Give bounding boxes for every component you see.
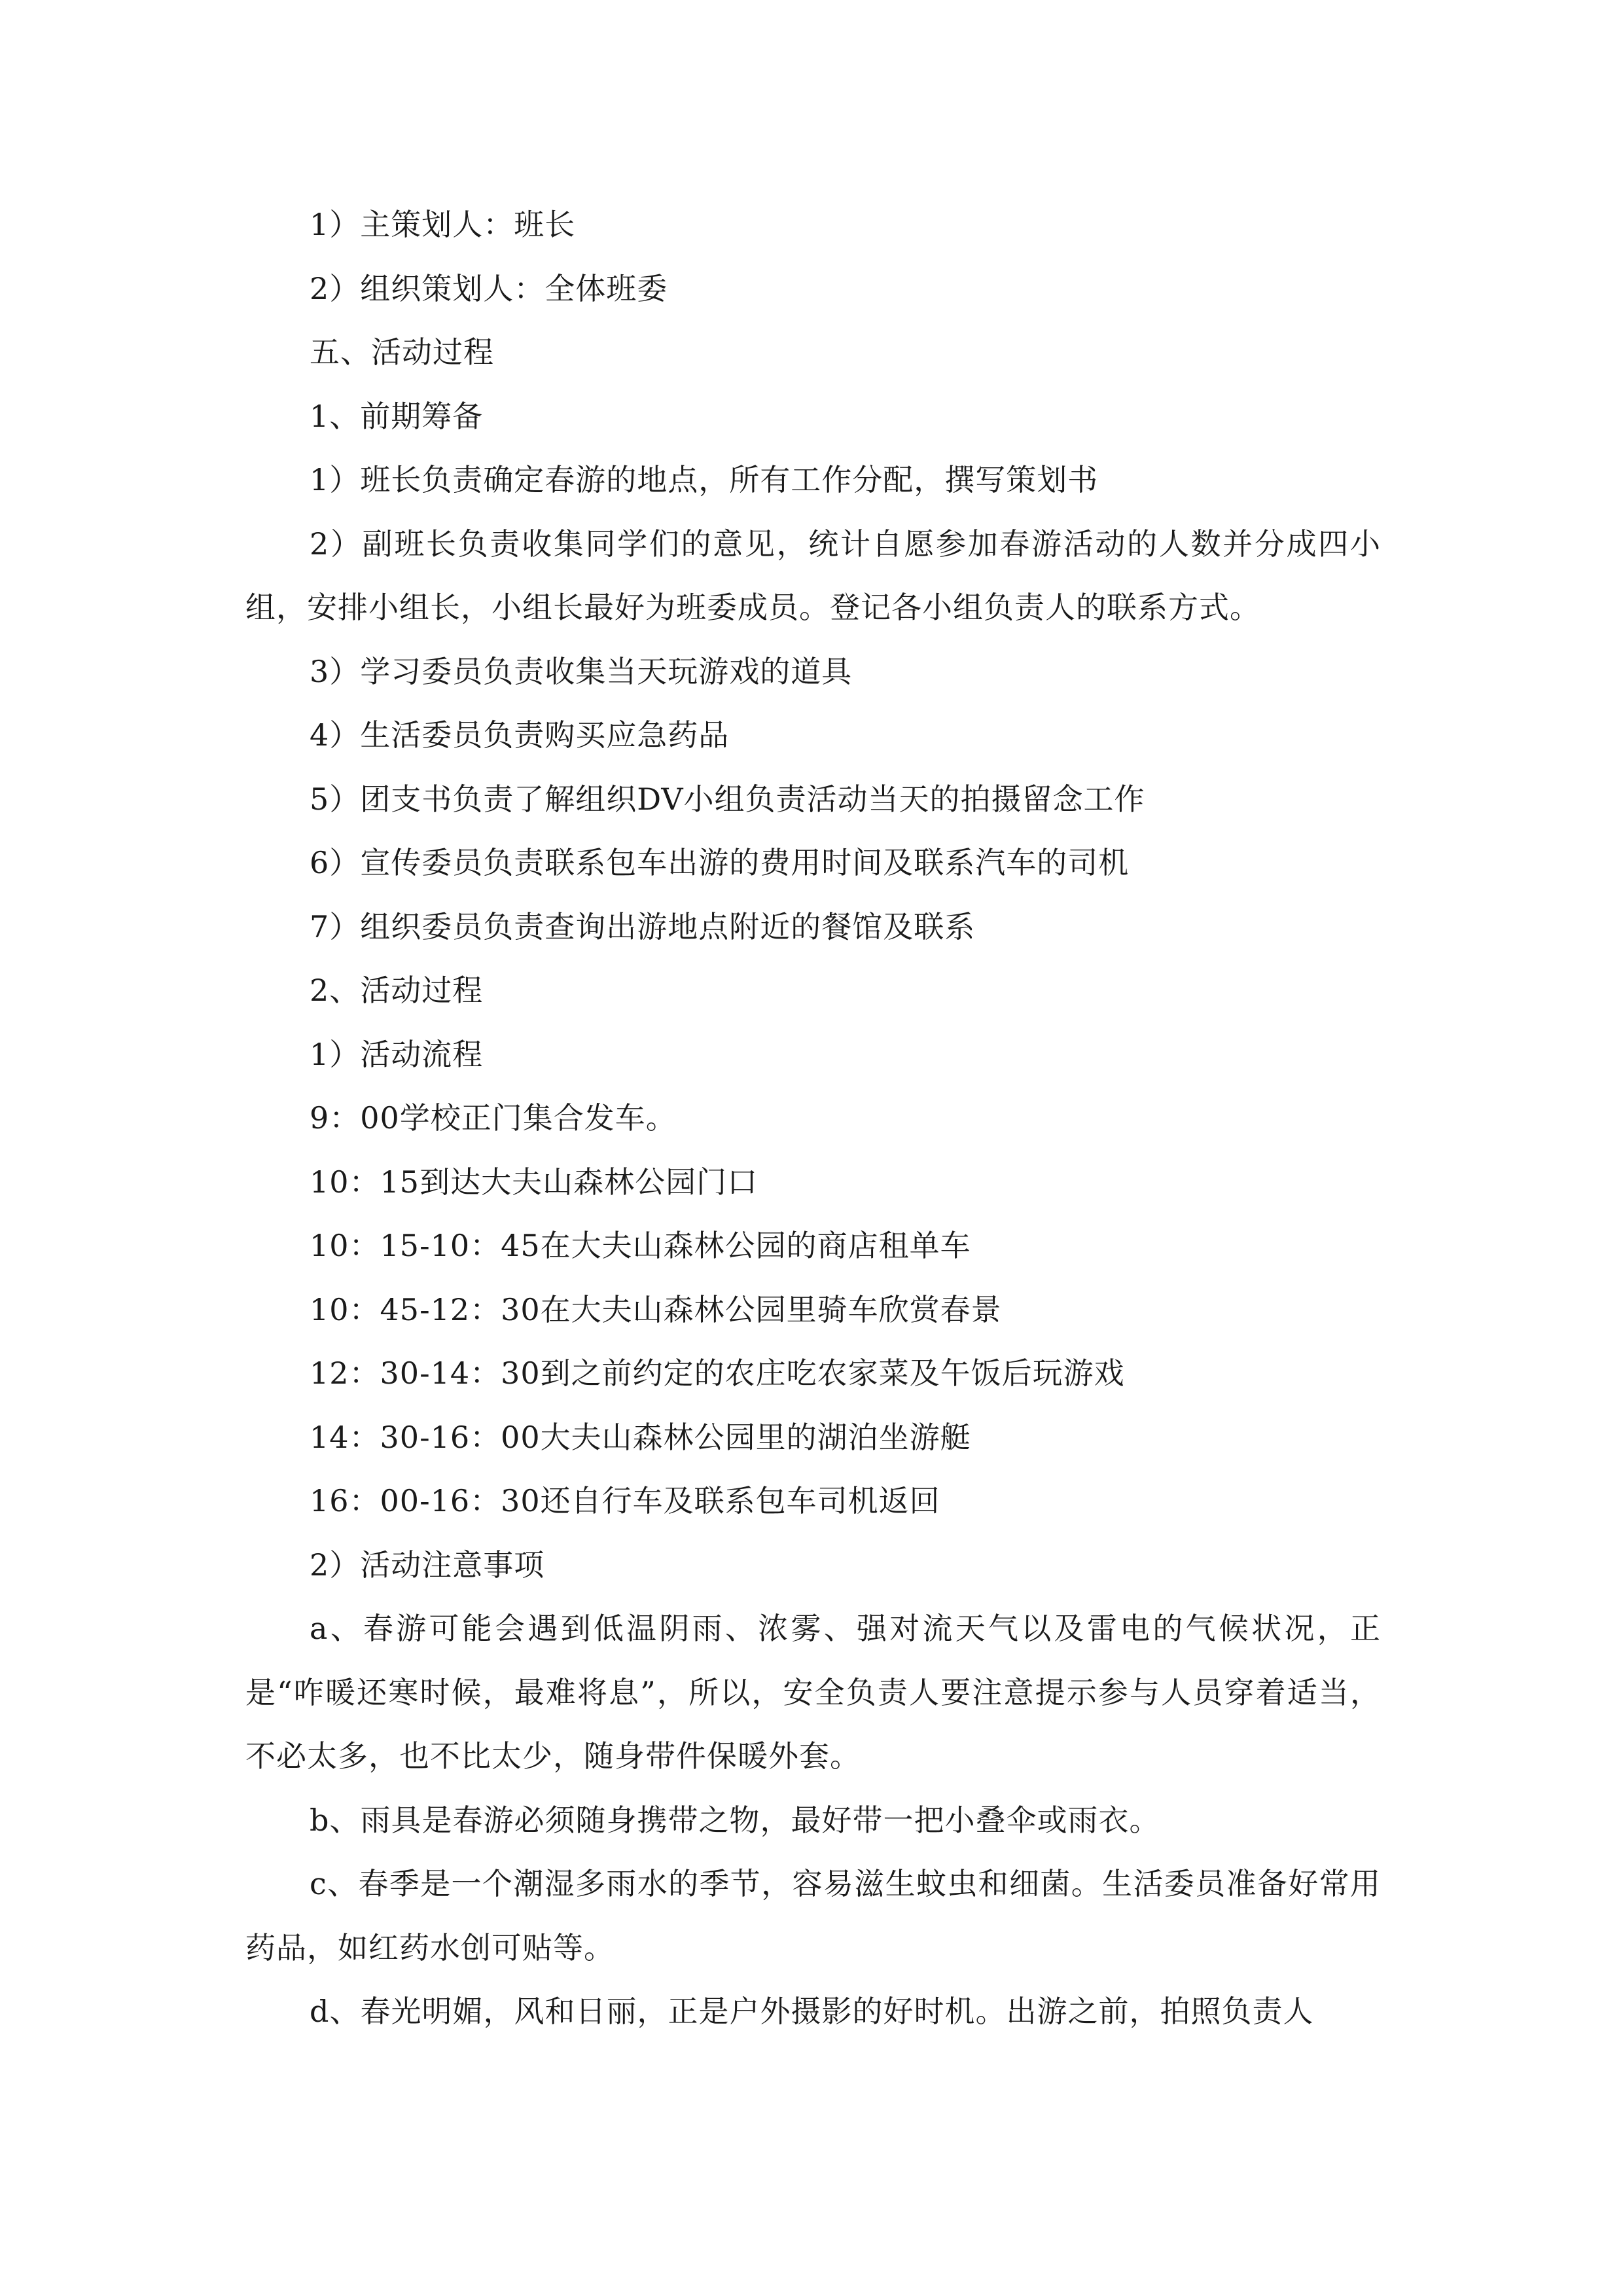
task-study-committee: 3）学习委员负责收集当天玩游戏的道具	[310, 653, 853, 689]
schedule-item: 9：00学校正门集合发车。	[310, 1100, 677, 1136]
schedule-item: 14：30-16：00大夫山森林公园里的湖泊坐游艇	[310, 1419, 971, 1455]
precaution-a: a、春游可能会遇到低温阴雨、浓雾、强对流天气以及雷电的气候状况，正是“咋暖还寒时候，最难将息”，所以，安全负责人要注意提示参与人员穿着适当，不必太多，也不比太少，随身带件保暖外套。	[245, 1611, 1381, 1774]
schedule-item: 16：00-16：30还自行车及联系包车司机返回	[310, 1483, 940, 1518]
schedule-item: 10：15到达大夫山森林公园门口	[310, 1164, 758, 1200]
subheading-activity-process: 2、活动过程	[310, 973, 484, 1008]
schedule-item: 12：30-14：30到之前约定的农庄吃农家菜及午饭后玩游戏	[310, 1355, 1125, 1391]
task-monitor: 1）班长负责确定春游的地点，所有工作分配，撰写策划书	[310, 462, 1099, 497]
precaution-b: b、雨具是春游必须随身携带之物，最好带一把小叠伞或雨衣。	[310, 1802, 1160, 1838]
task-vice-monitor: 2）副班长负责收集同学们的意见，统计自愿参加春游活动的人数并分成四小组，安排小组长，小组长最好为班委成员。登记各小组负责人的联系方式。	[245, 526, 1381, 625]
subheading-activity-flow: 1）活动流程	[310, 1036, 484, 1072]
subheading-precautions: 2）活动注意事项	[310, 1547, 545, 1583]
organizer-main: 1）主策划人：班长	[310, 207, 576, 242]
document-body	[245, 193, 1381, 2044]
organizer-committee: 2）组织策划人：全体班委	[310, 270, 668, 306]
task-life-committee: 4）生活委员负责购买应急药品	[310, 717, 730, 753]
subheading-preparation: 1、前期筹备	[310, 398, 484, 434]
task-publicity-committee: 6）宣传委员负责联系包车出游的费用时间及联系汽车的司机	[310, 845, 1130, 880]
precaution-d: d、春光明媚，风和日丽，正是户外摄影的好时机。出游之前，拍照负责人	[310, 1994, 1314, 2029]
section-heading-activity-process: 五、活动过程	[310, 334, 494, 370]
task-organization-committee: 7）组织委员负责查询出游地点附近的餐馆及联系	[310, 908, 976, 944]
schedule-item: 10：15-10：45在大夫山森林公园的商店租单车	[310, 1228, 971, 1263]
task-league-secretary: 5）团支书负责了解组织DV小组负责活动当天的拍摄留念工作	[310, 781, 1145, 817]
precaution-c: c、春季是一个潮湿多雨水的季节，容易滋生蚊虫和细菌。生活委员准备好常用药品，如红药水创可贴等。	[245, 1866, 1381, 1965]
schedule-item: 10：45-12：30在大夫山森林公园里骑车欣赏春景	[310, 1291, 1002, 1327]
